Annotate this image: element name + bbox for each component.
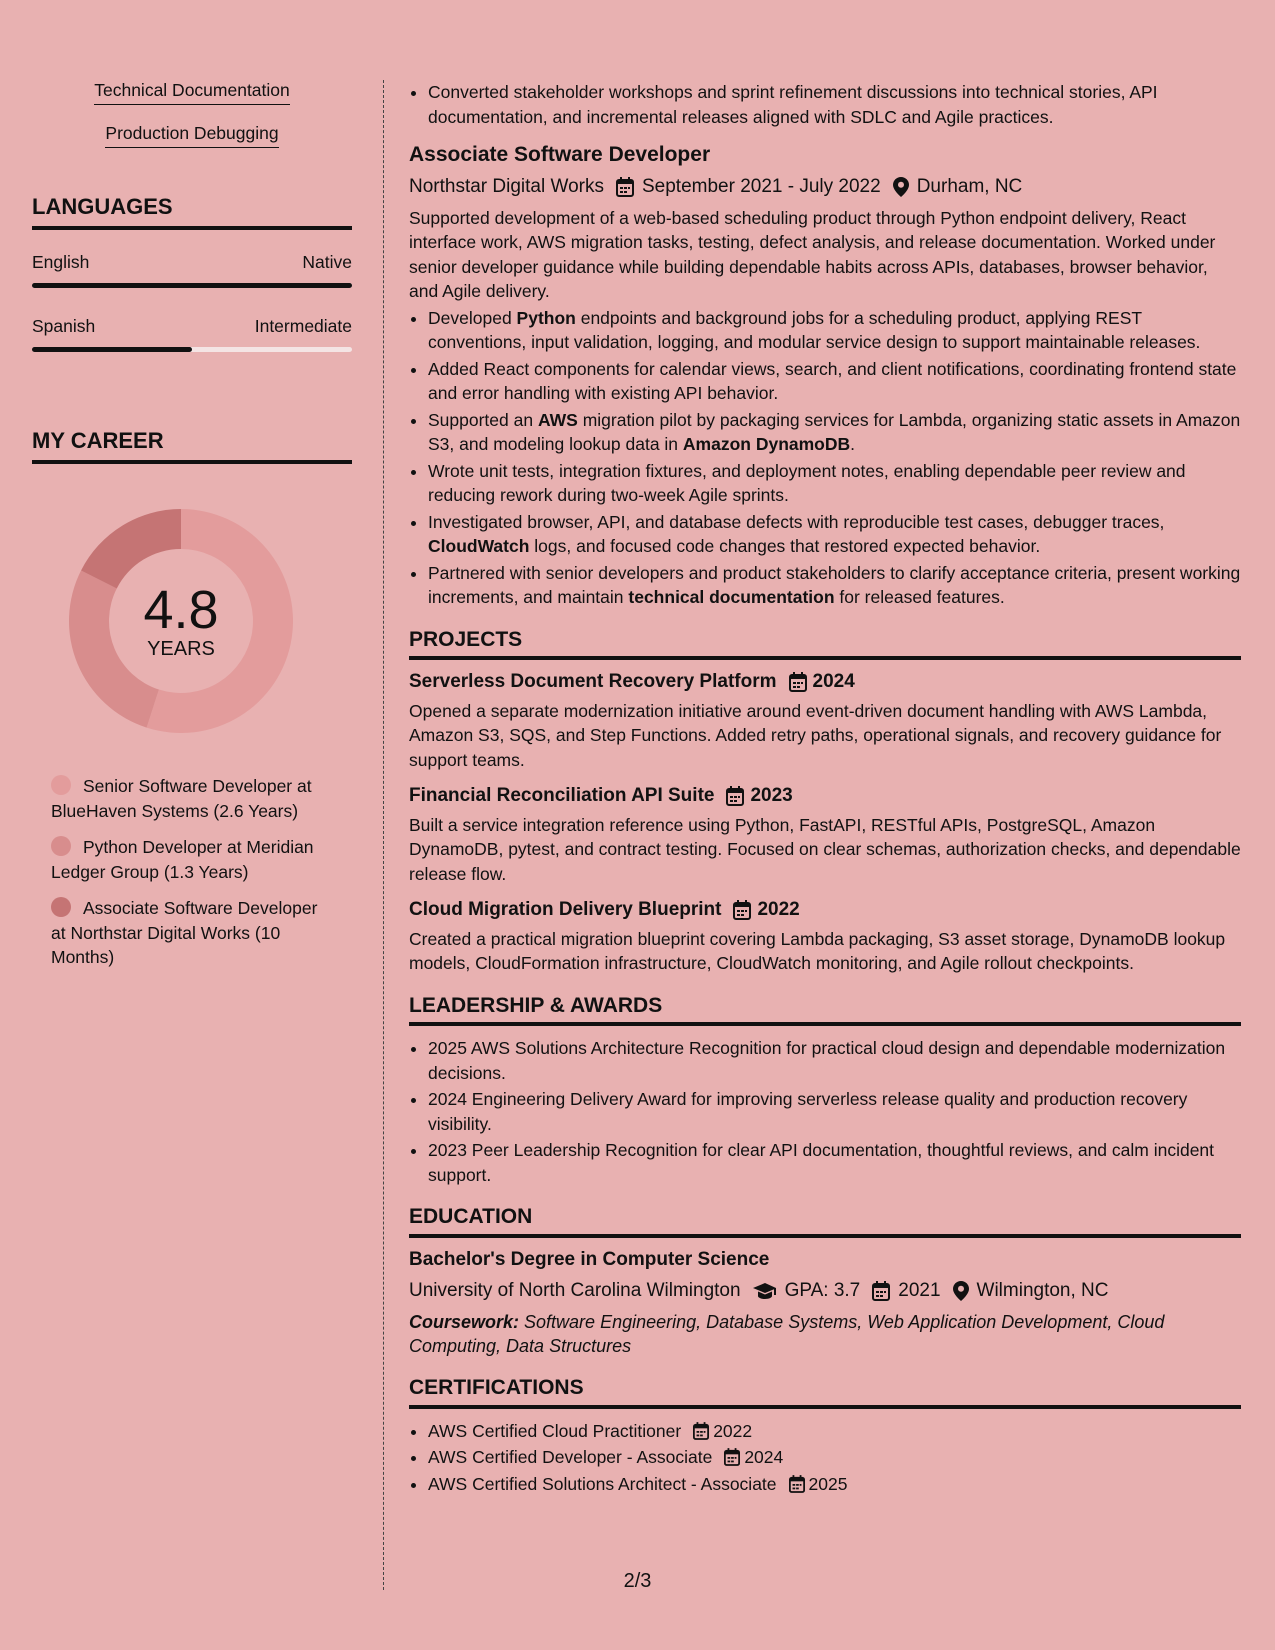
career-legend [51, 774, 321, 970]
list-item [428, 1445, 1241, 1470]
calendar-icon [693, 1422, 709, 1440]
proficiency-bar [32, 347, 352, 352]
job-meta [409, 174, 1241, 200]
page-number: 2/3 [623, 1570, 652, 1592]
project-title: Cloud Migration Delivery Blueprint [409, 899, 722, 920]
list-item: • 2024 Engineering Delivery Award for improving serverless release quality and production recovery visibility. [428, 1087, 1241, 1136]
legend-label: Python Developer at Meridian Ledger Group (1.3 Years) [51, 837, 314, 882]
awards-heading: LEADERSHIP & AWARDS [409, 994, 1241, 1027]
education-meta [409, 1278, 1241, 1304]
legend-item [51, 896, 321, 970]
list-item: • Added React components for calendar views, search, and client notifications, coordinating frontend state and error handling with existing API behavior. [428, 357, 1241, 406]
main-content [409, 80, 1241, 1498]
list-item: • Developed Python endpoints and background jobs for a scheduling product, applying REST conventions, input validation, logging, and modular service design to support maintainable releases. [428, 306, 1241, 355]
language-item [32, 252, 352, 288]
skill-item [32, 123, 352, 148]
career-unit: YEARS [147, 638, 215, 660]
sidebar [32, 80, 352, 982]
graduation-year: 2021 [898, 1280, 941, 1301]
school-name: University of North Carolina Wilmington [409, 1280, 741, 1301]
coursework-list: Software Engineering, Database Systems, Web Application Development, Cloud Computing, Data Structures [409, 1312, 1165, 1356]
project-title: Serverless Document Recovery Platform [409, 671, 777, 692]
calendar-icon [789, 672, 807, 692]
legend-item [51, 774, 321, 823]
certifications-heading: CERTIFICATIONS [409, 1376, 1241, 1409]
column-divider [383, 80, 384, 1590]
career-donut-chart [66, 506, 296, 736]
project-description: Built a service integration reference using Python, FastAPI, RESTful APIs, PostgreSQL, Amazon DynamoDB, pytest, and contract testing. Focused on clear schemas, authorization checks, and dependable release flow. [409, 814, 1241, 884]
skill-label: Technical Documentation [94, 80, 290, 105]
calendar-icon [733, 900, 751, 920]
projects-heading: PROJECTS [409, 628, 1241, 661]
legend-label: Senior Software Developer at BlueHaven Systems (2.6 Years) [51, 776, 312, 821]
job-title: Associate Software Developer [409, 143, 711, 166]
cert-name: • AWS Certified Solutions Architect - Associate [428, 1473, 777, 1494]
coursework-label: Coursework: [409, 1312, 520, 1332]
language-level: Intermediate [254, 316, 352, 336]
skill-item [32, 80, 352, 105]
education-location: Wilmington, NC [976, 1280, 1109, 1301]
project-description: Created a practical migration blueprint covering Lambda packaging, S3 asset storage, DynamoDB lookup models, CloudFormation infrastructure, CloudWatch monitoring, and Agile rollout checkpoints. [409, 928, 1226, 973]
coursework [409, 1310, 1241, 1358]
list-item [428, 1472, 1241, 1497]
list-item: • Investigated browser, API, and database defects with reproducible test cases, debugger traces, CloudWatch logs, and focused code changes that restored expected behavior. [428, 510, 1241, 559]
job-summary: Supported development of a web-based scheduling product through Python endpoint delivery, React interface work, AWS migration tasks, testing, defect analysis, and release documentation. Worked under senior developer guidance while building dependable habits across APIs, databases, browser behavior, and Agile delivery. [409, 207, 1216, 301]
legend-swatch [51, 897, 71, 917]
project-year: 2024 [812, 671, 855, 692]
calendar-icon [724, 1448, 740, 1466]
career-heading: MY CAREER [32, 428, 352, 464]
calendar-icon [789, 1475, 805, 1493]
legend-label: Associate Software Developer at Northstar Digital Works (10 Months) [51, 898, 318, 967]
cert-year: 2024 [744, 1447, 784, 1467]
calendar-icon [726, 786, 744, 806]
list-item: • 2023 Peer Leadership Recognition for clear API documentation, thoughtful reviews, and calm incident support. [428, 1138, 1241, 1187]
company-name: Northstar Digital Works [409, 175, 604, 197]
list-item: • 2025 AWS Solutions Architecture Recognition for practical cloud design and dependable modernization decisions. [428, 1036, 1241, 1085]
list-item: • Partnered with senior developers and product stakeholders to clarify acceptance criteria, present working increments, and maintain technical documentation for released features. [428, 561, 1241, 610]
languages-heading: LANGUAGES [32, 194, 352, 230]
proficiency-bar [32, 283, 352, 288]
language-name: Spanish [32, 316, 96, 336]
location-pin-icon [953, 1281, 969, 1301]
project-year: 2022 [757, 899, 800, 920]
project-year: 2023 [750, 785, 793, 806]
skill-label: Production Debugging [105, 123, 278, 148]
job-bullets [409, 306, 1241, 610]
project-title: Financial Reconciliation API Suite [409, 785, 715, 806]
cert-name: • AWS Certified Cloud Practitioner [428, 1420, 682, 1441]
cert-year: 2025 [808, 1473, 848, 1494]
project-item [409, 898, 1241, 976]
location-pin-icon [893, 177, 909, 197]
job-dates: September 2021 - July 2022 [641, 175, 881, 197]
job-location: Durham, NC [916, 175, 1023, 197]
list-item [428, 1419, 1241, 1444]
legend-item [51, 835, 321, 884]
legend-swatch [51, 775, 71, 795]
list-item: • Supported an AWS migration pilot by packaging services for Lambda, organizing static assets in Amazon S3, and modeling lookup data in Amazon DynamoDB. [428, 408, 1241, 457]
education-heading: EDUCATION [409, 1205, 1241, 1238]
language-name: English [32, 252, 90, 272]
language-level: Native [302, 252, 352, 272]
experience-bullets-continued [409, 80, 1241, 129]
cert-name: • AWS Certified Developer - Associate [428, 1447, 713, 1467]
degree-title: Bachelor's Degree in Computer Science [409, 1248, 770, 1270]
language-item [32, 316, 352, 352]
list-item: • Wrote unit tests, integration fixtures, and deployment notes, enabling dependable peer review and reducing rework during two-week Agile sprints. [428, 459, 1241, 508]
project-description: Opened a separate modernization initiative around event-driven document handling with AWS Lambda, Amazon S3, SQS, and Step Functions. Added retry paths, operational signals, and recovery guidance for support teams. [409, 700, 1222, 770]
calendar-icon [872, 1281, 890, 1301]
gpa: GPA: 3.7 [784, 1280, 861, 1301]
calendar-icon [616, 177, 634, 197]
proficiency-bar-fill [32, 347, 192, 352]
legend-swatch [51, 836, 71, 856]
list-item: • Converted stakeholder workshops and sprint refinement discussions into technical stories, API documentation, and incremental releases aligned with SDLC and Agile practices. [428, 80, 1241, 129]
awards-list [409, 1036, 1241, 1187]
career-total: 4.8 [143, 580, 219, 640]
graduation-cap-icon [753, 1282, 777, 1300]
certifications-list [409, 1419, 1241, 1497]
proficiency-bar-fill [32, 283, 352, 288]
project-item [409, 784, 1241, 886]
project-item [409, 670, 1241, 772]
cert-year: 2022 [713, 1420, 753, 1441]
